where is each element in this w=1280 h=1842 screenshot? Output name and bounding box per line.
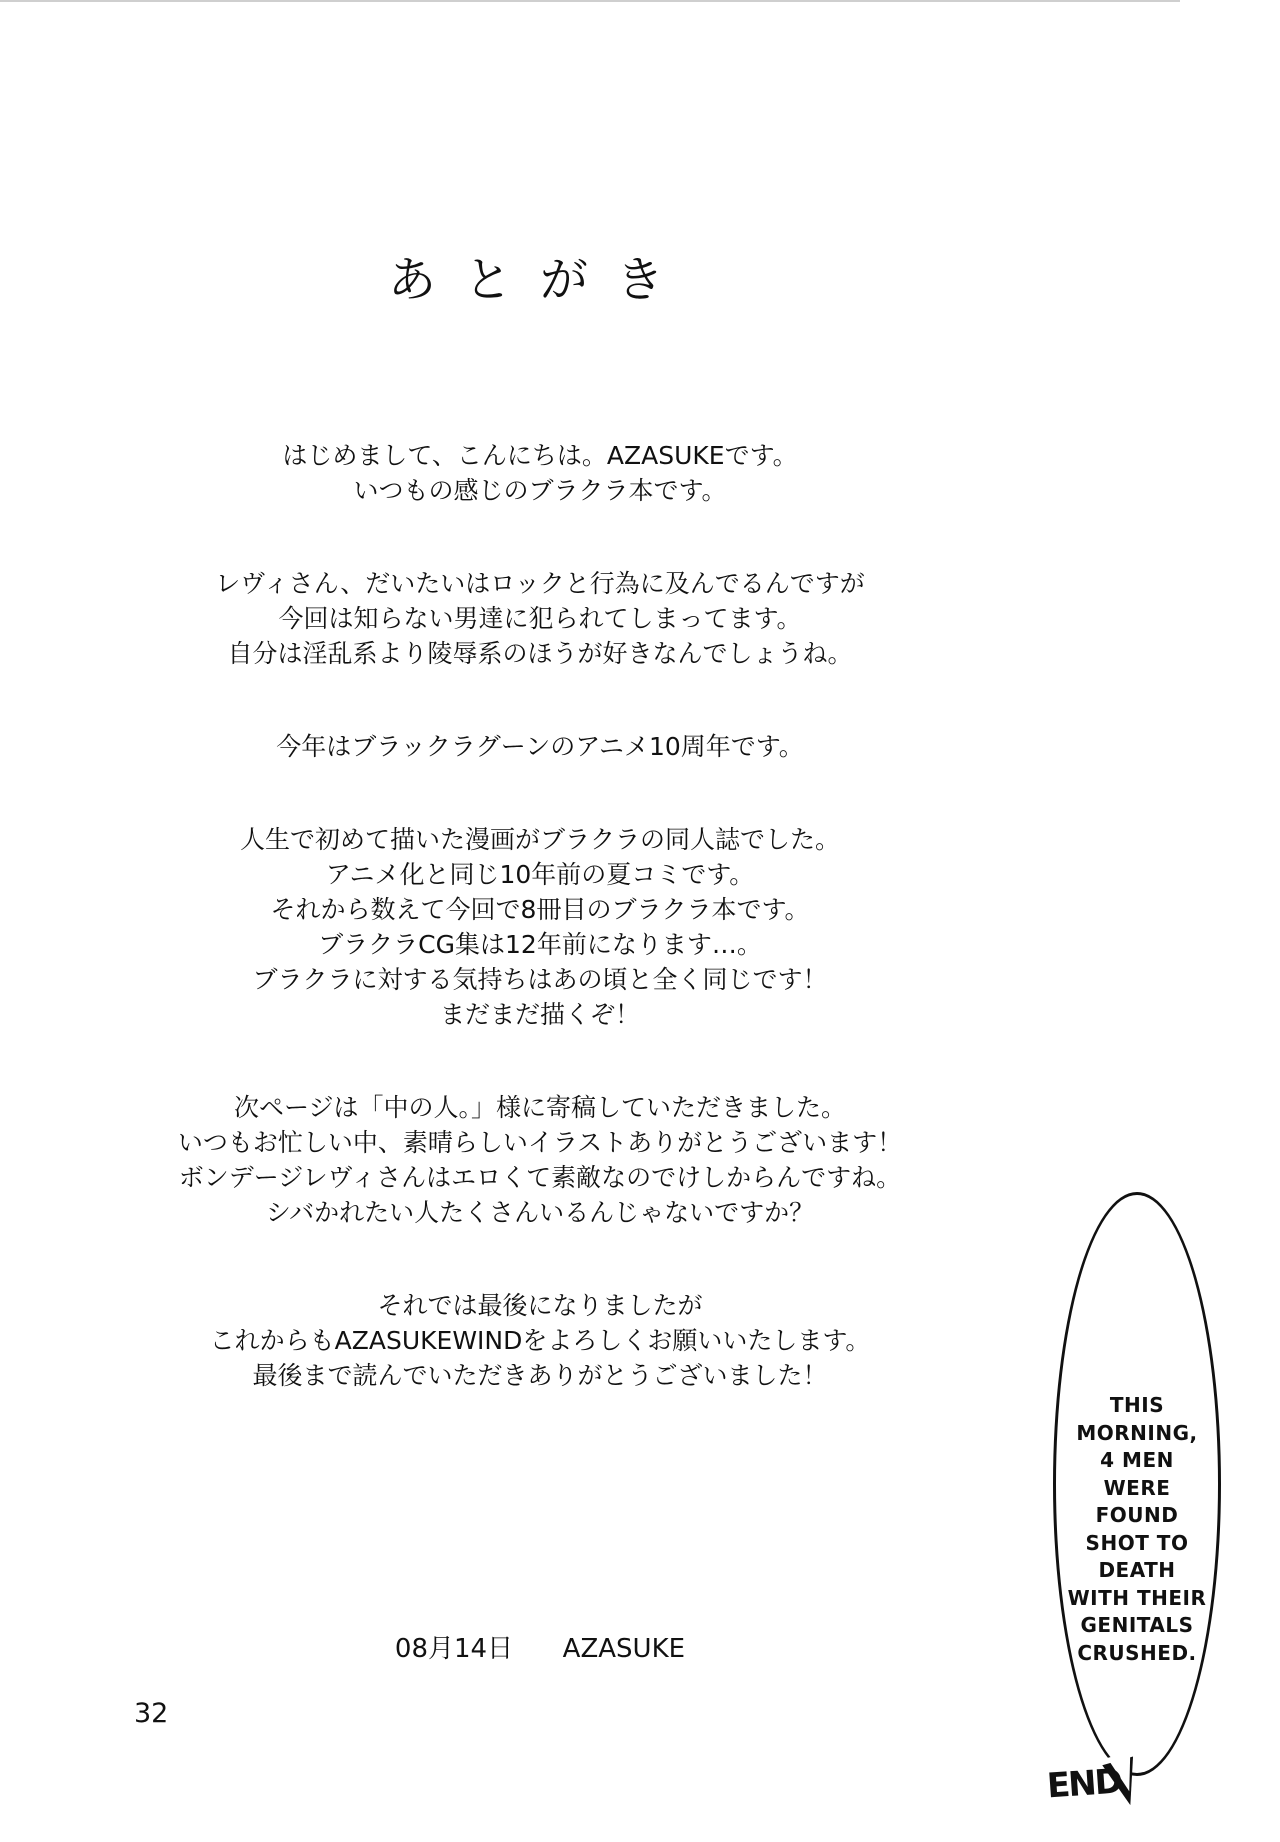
text-line: これからもAZASUKEWINDをよろしくお願いいたします。 [209,1326,871,1355]
paragraph-guest [0,1090,1080,1230]
bubble-line: DEATH [1098,1558,1176,1582]
end-mark: END [1045,1761,1123,1807]
text-line: 自分は淫乱系より陵辱系のほうが好きなんでしょうね。 [227,639,853,668]
text-line: シバかれたい人たくさんいるんじゃないですか？ [265,1198,815,1227]
bubble-line: GENITALS [1080,1613,1194,1637]
signature-date: 08月14日 [394,1634,514,1664]
paragraph-closing [0,1288,1080,1393]
text-line: それでは最後になりましたが [377,1291,703,1320]
bubble-line: WITH THEIR [1067,1585,1207,1610]
text-line: アニメ化と同じ10年前の夏コミです。 [325,860,755,889]
signature [0,1632,1080,1666]
text-line: ボンデージレヴィさんはエロくて素敵なのでけしからんですね。 [178,1163,902,1192]
bubble-line: FOUND [1095,1503,1179,1527]
text-line: 人生で初めて描いた漫画がブラクラの同人誌でした。 [239,825,840,854]
text-line: 最後まで読んでいただきありがとうございました！ [252,1361,828,1390]
paragraph-content [0,566,1080,671]
signature-author: AZASUKE [562,1634,686,1664]
bubble-line: MORNING, [1076,1420,1198,1445]
bubble-line: CRUSHED. [1077,1640,1197,1665]
bubble-line: 4 MEN [1100,1448,1174,1472]
top-edge-rule [0,0,1180,2]
text-line: 次ページは「中の人。」様に寄稿していただきました。 [233,1093,846,1122]
text-line: レヴィさん、だいたいはロックと行為に及んでるんですが [215,569,865,598]
paragraph-anniversary [0,729,1080,764]
bubble-line: SHOT TO [1085,1530,1189,1555]
afterword-title: あとがき [387,252,692,308]
afterword-body [0,438,1080,1451]
page-number: 32 [134,1698,169,1729]
text-line: それから数えて今回で8冊目のブラクラ本です。 [270,895,810,924]
text-line: はじめまして、こんにちは。AZASUKEです。 [282,441,798,470]
speech-bubble-text [1053,1392,1221,1667]
paragraph-history [0,822,1080,1032]
bubble-line: WERE [1103,1475,1171,1500]
text-line: ブラクラCG集は12年前になります…。 [318,930,762,959]
bubble-line: THIS [1109,1393,1165,1417]
text-line: いつもお忙しい中、素晴らしいイラストありがとうございます！ [177,1128,903,1157]
text-line: まだまだ描くぞ！ [439,1000,640,1029]
text-line: 今年はブラックラグーンのアニメ10周年です。 [276,732,804,761]
text-line: 今回は知らない男達に犯られてしまってます。 [278,604,802,633]
text-line: いつもの感じのブラクラ本です。 [353,476,727,505]
paragraph-greeting [0,438,1080,508]
text-line: ブラクラに対する気持ちはあの頃と全く同じです！ [252,965,828,994]
